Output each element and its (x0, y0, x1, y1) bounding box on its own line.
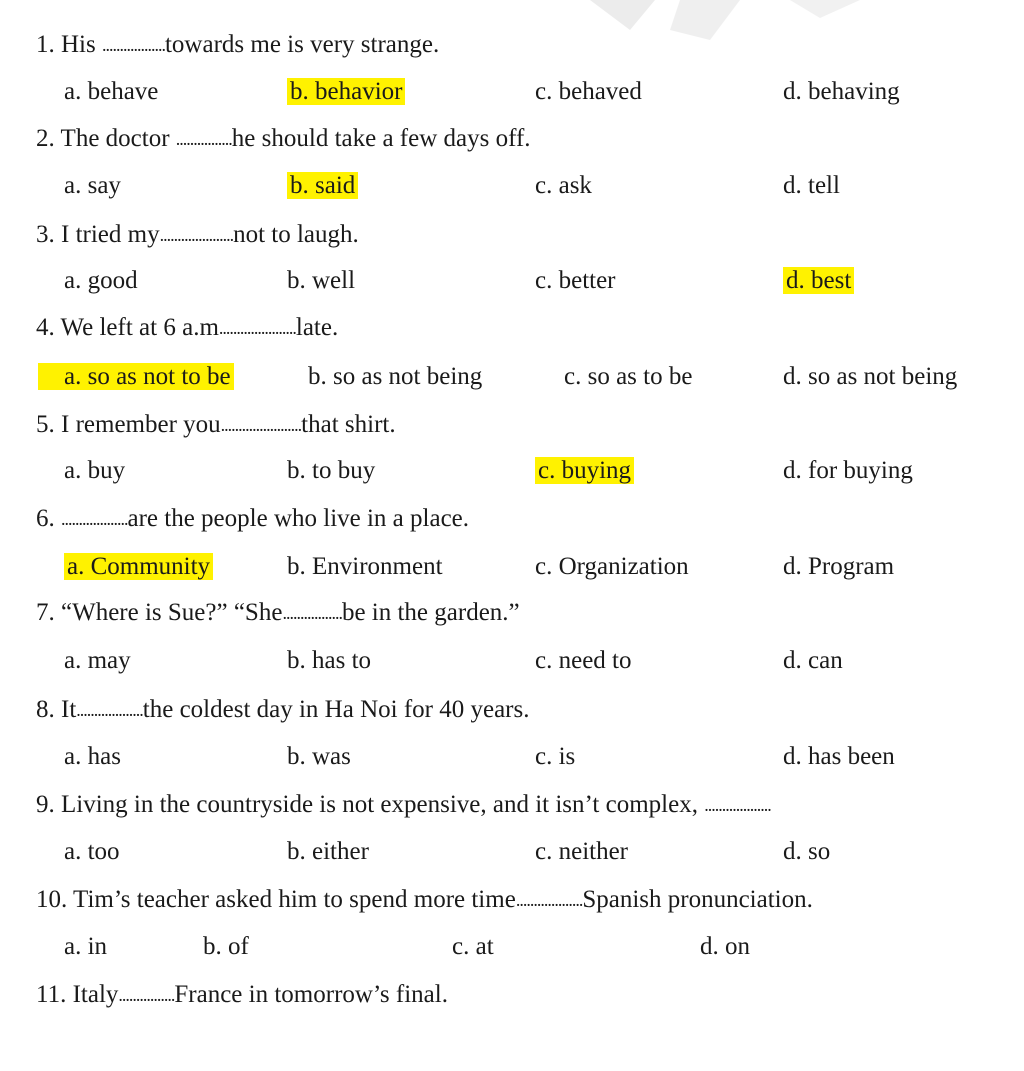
highlighted-answer: a. so as not to be (38, 363, 234, 390)
option-c (535, 646, 631, 676)
question-2 (36, 124, 531, 154)
question-text: 8. It (36, 696, 77, 723)
question-text: 1. His (36, 31, 102, 58)
option-label: a. buy (64, 457, 126, 484)
option-d (783, 456, 913, 486)
option-c (535, 552, 689, 582)
option-b (287, 456, 375, 486)
option-a (38, 362, 234, 392)
highlighted-answer: b. behavior (287, 78, 405, 105)
answer-blank: ................. (282, 603, 342, 623)
option-c (535, 742, 575, 772)
option-d (783, 266, 854, 296)
question-6 (36, 504, 469, 534)
option-c (564, 362, 692, 392)
option-a (64, 646, 131, 676)
option-label: a. may (64, 647, 131, 674)
question-text-end: are the people who live in a place. (127, 505, 470, 532)
answer-blank: ................ (118, 985, 175, 1005)
answer-blank: ................... (61, 509, 128, 529)
option-label: c. Organization (535, 553, 689, 580)
option-b (308, 362, 482, 392)
option-d (700, 932, 750, 962)
answer-blank: ................... (704, 795, 771, 815)
highlighted-answer: c. buying (535, 457, 634, 484)
option-d (783, 362, 957, 392)
option-d (783, 77, 900, 107)
option-label: d. tell (783, 172, 840, 199)
option-label: c. need to (535, 647, 632, 674)
answer-blank: ................... (515, 890, 583, 910)
option-label: a. say (64, 172, 121, 199)
option-c (535, 171, 592, 201)
question-3 (36, 220, 359, 250)
option-label: c. behaved (535, 78, 642, 105)
question-8 (36, 695, 529, 725)
option-label: d. so as not being (783, 363, 958, 390)
option-label: d. Program (783, 553, 895, 580)
option-a (64, 456, 125, 486)
option-label: d. for buying (783, 457, 913, 484)
option-label: b. of (203, 933, 249, 960)
option-a (64, 552, 213, 582)
option-b (287, 171, 358, 201)
option-label: c. better (535, 267, 616, 294)
question-text: 6. (36, 505, 61, 532)
answer-blank: ....................... (220, 415, 302, 435)
option-label: d. so (783, 838, 831, 865)
highlighted-answer: a. Community (64, 553, 213, 580)
option-b (287, 646, 371, 676)
option-a (64, 837, 120, 867)
option-d (783, 171, 840, 201)
question-text: 7. “Where is Sue?” “She (36, 599, 283, 626)
option-label: d. has been (783, 743, 895, 770)
option-label: c. neither (535, 838, 629, 865)
option-b (287, 552, 443, 582)
answer-blank: .................. (101, 35, 165, 55)
answer-blank: ...................... (218, 318, 296, 338)
question-text-end: towards me is very strange. (164, 31, 440, 58)
option-label: b. Environment (287, 553, 443, 580)
option-label: c. so as to be (564, 363, 693, 390)
option-label: c. at (452, 933, 494, 960)
option-b (287, 742, 351, 772)
option-label: c. is (535, 743, 576, 770)
option-label: c. ask (535, 172, 592, 199)
question-5 (36, 410, 396, 440)
option-label: d. can (783, 647, 843, 674)
option-d (783, 646, 843, 676)
option-label: a. too (64, 838, 120, 865)
option-label: b. so as not being (308, 363, 483, 390)
question-text: 5. I remember you (36, 411, 221, 438)
option-label: d. behaving (783, 78, 900, 105)
option-label: b. to buy (287, 457, 376, 484)
answer-blank: ..................... (159, 225, 234, 245)
highlighted-answer: d. best (783, 267, 854, 294)
question-11 (36, 980, 448, 1010)
option-c (535, 77, 642, 107)
cut-off-line (36, 1050, 42, 1071)
option-c (452, 932, 494, 962)
question-text-end: that shirt. (301, 411, 396, 438)
option-c (535, 456, 634, 486)
option-a (64, 932, 107, 962)
question-text: 10. Tim’s teacher asked him to spend more time (36, 886, 516, 913)
question-text-end: be in the garden.” (341, 599, 520, 626)
question-text-end: the coldest day in Ha Noi for 40 years. (142, 696, 530, 723)
option-b (287, 837, 369, 867)
option-d (783, 837, 830, 867)
option-a (64, 266, 138, 296)
option-d (783, 742, 895, 772)
option-b (203, 932, 249, 962)
question-text-end: France in tomorrow’s final. (174, 981, 448, 1008)
question-text-end: he should take a few days off. (231, 125, 531, 152)
answer-blank: ................ (175, 129, 232, 149)
option-label: a. has (64, 743, 121, 770)
option-label: a. in (64, 933, 108, 960)
option-label: d. on (700, 933, 750, 960)
option-label: a. behave (64, 78, 159, 105)
question-text: 9. Living in the countryside is not expensive, and it isn’t complex, (36, 791, 705, 818)
option-label: b. has to (287, 647, 372, 674)
option-a (64, 742, 121, 772)
watermark-shape (560, 0, 880, 40)
option-a (64, 77, 158, 107)
option-label: b. either (287, 838, 369, 865)
question-9 (36, 790, 771, 820)
option-b (287, 77, 405, 107)
option-label: b. was (287, 743, 351, 770)
question-text: 2. The doctor (36, 125, 176, 152)
question-1 (36, 30, 439, 60)
option-c (535, 837, 628, 867)
option-d (783, 552, 894, 582)
question-7 (36, 598, 520, 628)
option-a (64, 171, 121, 201)
question-text: 4. We left at 6 a.m (36, 314, 219, 341)
question-text: 3. I tried my (36, 221, 160, 248)
question-text-end: not to laugh. (233, 221, 359, 248)
option-b (287, 266, 355, 296)
question-10 (36, 885, 813, 915)
question-text: 11. Italy (36, 981, 119, 1008)
question-text-end: Spanish pronunciation. (582, 886, 813, 913)
question-4 (36, 313, 338, 343)
question-text-end: late. (295, 314, 339, 341)
highlighted-answer: b. said (287, 172, 358, 199)
answer-blank: ................... (76, 700, 143, 720)
option-c (535, 266, 616, 296)
option-label: b. well (287, 267, 356, 294)
option-label: a. good (64, 267, 138, 294)
